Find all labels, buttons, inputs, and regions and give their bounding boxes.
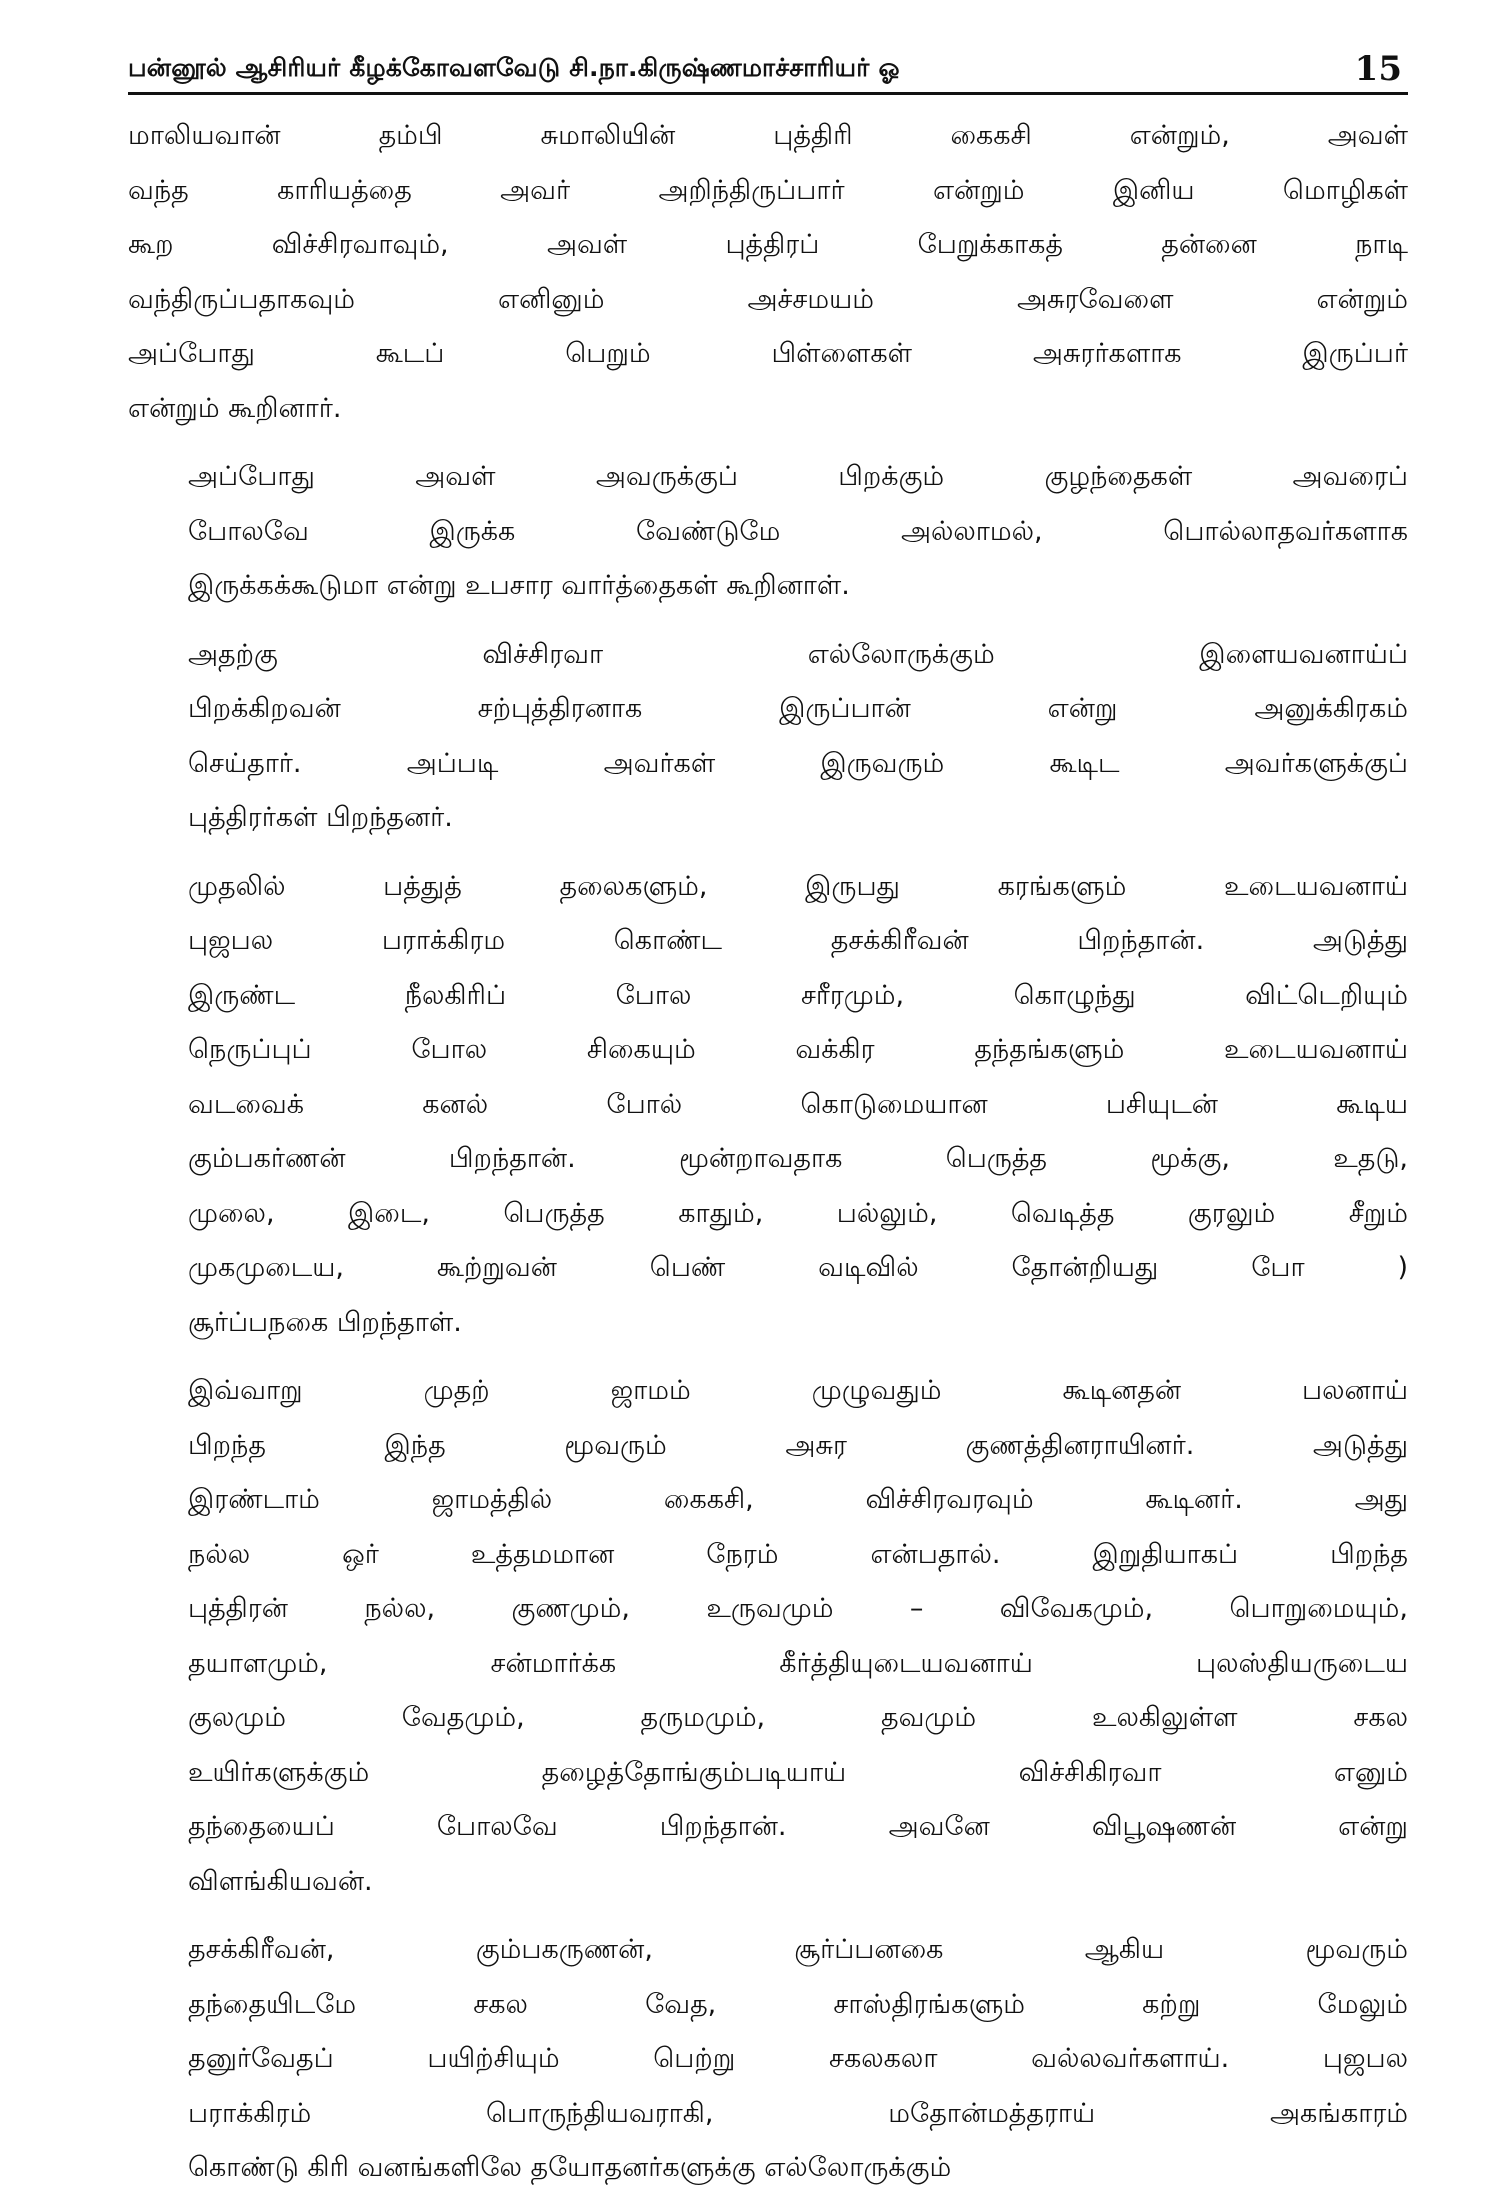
text-line: நெருப்புப் போல சிகையும் வக்கிர தந்தங்களும் உடையவனாய் — [188, 1034, 1408, 1065]
text-line: போலவே இருக்க வேண்டுமே அல்லாமல், பொல்லாதவர்களாக — [188, 515, 1408, 547]
paragraph — [128, 1923, 1408, 2196]
page-number: 15 — [1354, 49, 1402, 89]
paragraph — [128, 109, 1408, 436]
text-line: விளங்கியவன். — [188, 1865, 373, 1897]
text-line: வந்த காரியத்தை அவர் அறிந்திருப்பார் என்றும் இனிய மொழிகள் — [128, 174, 1408, 206]
text-line: புஜபல பராக்கிரம கொண்ட தசக்கிரீவன் பிறந்தான். அடுத்து — [188, 925, 1408, 956]
text-line: கூற விச்சிரவாவும், அவள் புத்திரப் பேறுக்காகத் தன்னை நாடி — [128, 229, 1408, 260]
body-text — [128, 109, 1408, 2196]
book-page — [128, 38, 1408, 2183]
text-line: அப்போது அவள் அவருக்குப் பிறக்கும் குழந்தைகள் அவரைப் — [188, 461, 1408, 492]
text-line: செய்தார். அப்படி அவர்கள் இருவரும் கூடிட அவர்களுக்குப் — [188, 747, 1408, 779]
text-line: இருக்கக்கூடுமா என்று உபசார வார்த்தைகள் கூறினாள். — [188, 570, 850, 601]
text-line: வந்திருப்பதாகவும் எனினும் அச்சமயம் அசுரவேளை என்றும் — [128, 283, 1408, 315]
text-line: இருண்ட நீலகிரிப் போல சரீரமும், கொழுந்து விட்டெறியும் — [188, 979, 1408, 1011]
text-line: முதலில் பத்துத் தலைகளும், இருபது கரங்களும் உடையவனாய் — [188, 870, 1408, 902]
text-line: தசக்கிரீவன், கும்பகருணன், சூர்ப்பனகை ஆகிய மூவரும் — [188, 1934, 1408, 1965]
text-line: அதற்கு விச்சிரவா எல்லோருக்கும் இளையவனாய்ப் — [188, 638, 1408, 670]
text-line: முலை, இடை, பெருத்த காதும், பல்லும், வெடித்த குரலும் சீறும் — [188, 1197, 1408, 1229]
paragraph — [128, 450, 1408, 614]
text-line: கும்பகர்ணன் பிறந்தான். மூன்றாவதாக பெருத்த மூக்கு, உதடு, — [188, 1143, 1408, 1174]
text-line: நல்ல ஒர் உத்தமமான நேரம் என்பதால். இறுதியாகப் பிறந்த — [188, 1538, 1408, 1570]
text-line: மாலியவான் தம்பி சுமாலியின் புத்திரி கைகசி என்றும், அவள் — [128, 120, 1408, 151]
text-line: அப்போது கூடப் பெறும் பிள்ளைகள் அசுரர்களாக இருப்பர் — [128, 338, 1408, 369]
text-line: பராக்கிரம் பொருந்தியவராகி, மதோன்மத்தராய் அகங்காரம் — [188, 2097, 1408, 2129]
text-line: தயாளமும், சன்மார்க்க கீர்த்தியுடையவனாய் புலஸ்தியருடைய — [188, 1647, 1408, 1679]
running-title: பன்னூல் ஆசிரியர் கீழக்கோவளவேடு சி.நா.கிருஷ்ணமாச்சாரியர் ஓ — [128, 53, 900, 82]
text-line: புத்திரன் நல்ல, குணமும், உருவமும் – விவேகமும், பொறுமையும், — [188, 1593, 1408, 1624]
paragraph — [128, 628, 1408, 846]
text-line: என்றும் கூறினார். — [128, 392, 342, 424]
paragraph — [128, 860, 1408, 1351]
text-line: முகமுடைய, கூற்றுவன் பெண் வடிவில் தோன்றியது போ ) — [188, 1252, 1408, 1283]
text-line: இரண்டாம் ஜாமத்தில் கைகசி, விச்சிரவரவும் கூடினர். அது — [188, 1484, 1408, 1515]
text-line: தந்தையிடமே சகல வேத, சாஸ்திரங்களும் கற்று மேலும் — [188, 1988, 1408, 2020]
text-line: புத்திரர்கள் பிறந்தனர். — [188, 802, 453, 833]
text-line: இவ்வாறு முதற் ஜாமம் முழுவதும் கூடினதன் பலனாய் — [188, 1375, 1408, 1406]
paragraph — [128, 1364, 1408, 1909]
text-line: குலமும் வேதமும், தருமமும், தவமும் உலகிலுள்ள சகல — [188, 1702, 1408, 1733]
page-header — [128, 38, 1408, 95]
text-line: பிறக்கிறவன் சற்புத்திரனாக இருப்பான் என்று அனுக்கிரகம் — [188, 693, 1408, 724]
text-line: சூர்ப்பநகை பிறந்தாள். — [188, 1306, 462, 1338]
text-line: தனுர்வேதப் பயிற்சியும் பெற்று சகலகலா வல்லவர்களாய். புஜபல — [188, 2043, 1408, 2074]
text-line: தந்தையைப் போலவே பிறந்தான். அவனே விபூஷணன் என்று — [188, 1811, 1408, 1842]
text-line: உயிர்களுக்கும் தழைத்தோங்கும்படியாய் விச்சிகிரவா எனும் — [188, 1756, 1408, 1788]
text-line: பிறந்த இந்த மூவரும் அசுர குணத்தினராயினர். அடுத்து — [188, 1429, 1408, 1461]
text-line: கொண்டு கிரி வனங்களிலே தயோதனர்களுக்கு எல்லோருக்கும் — [188, 2152, 952, 2183]
text-line: வடவைக் கனல் போல் கொடுமையான பசியுடன் கூடிய — [188, 1088, 1408, 1120]
